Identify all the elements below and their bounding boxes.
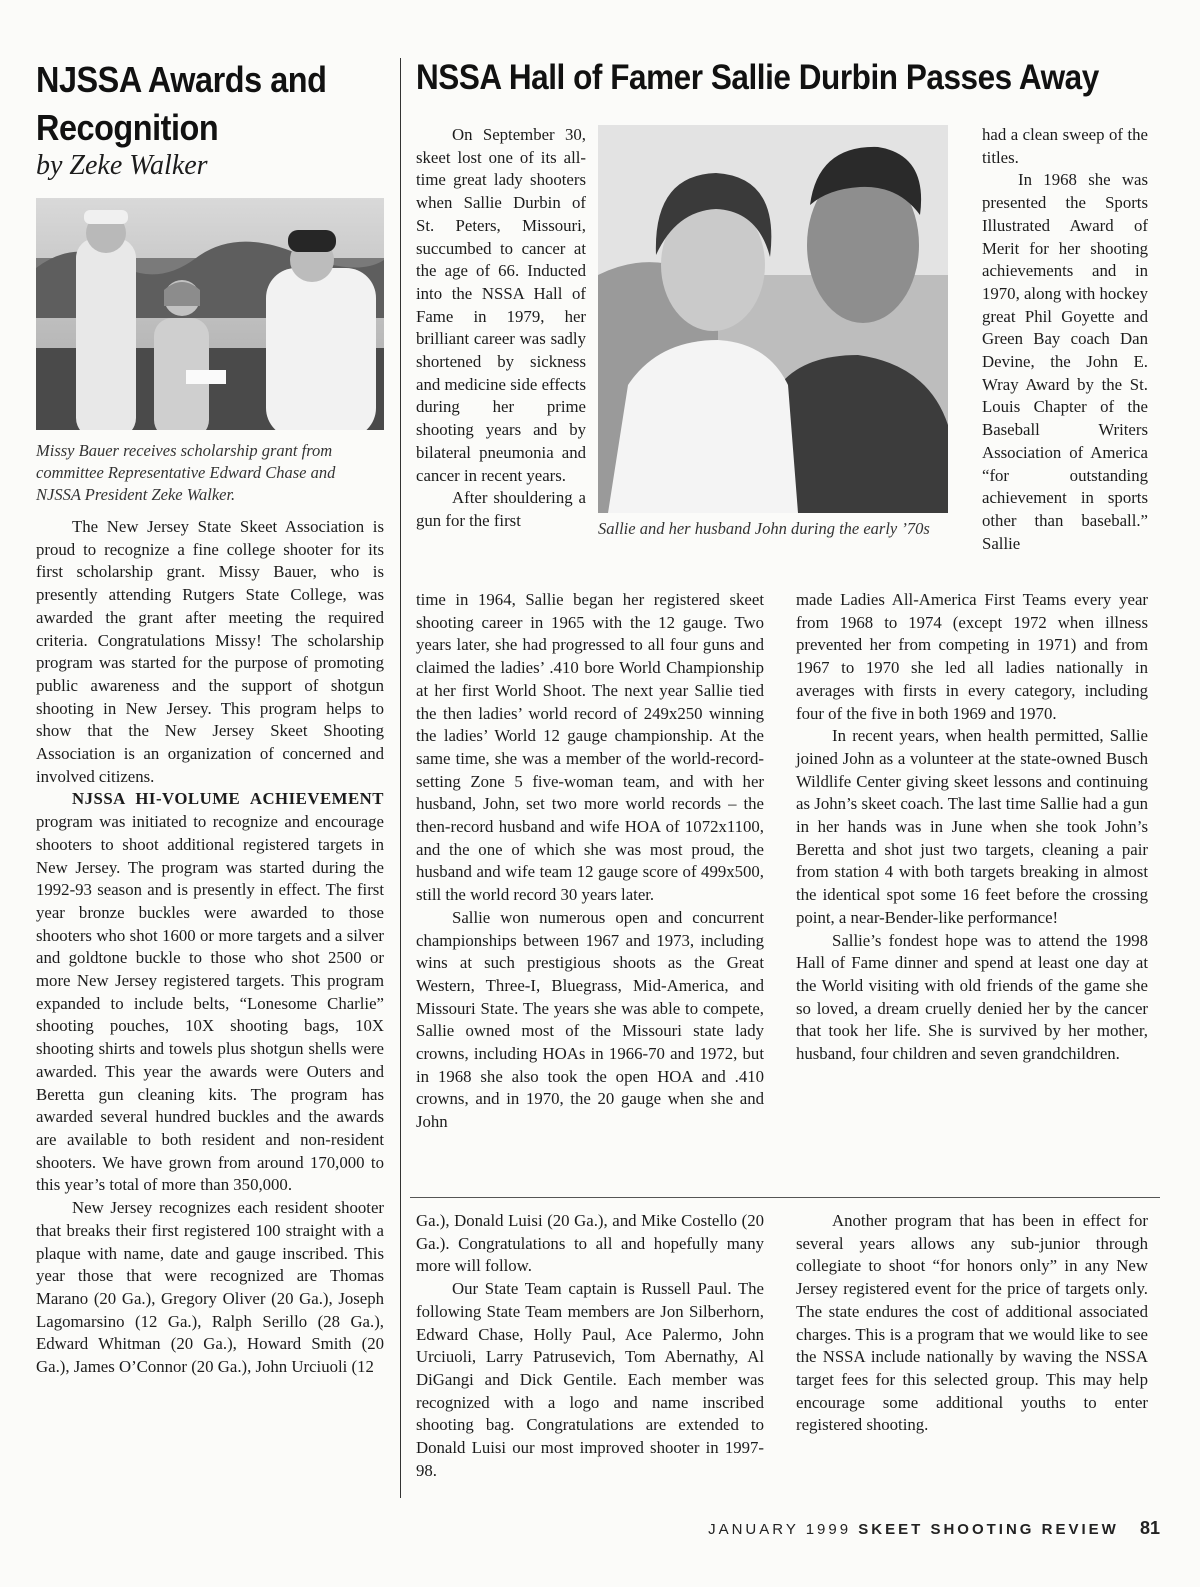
hi-volume-lead: NJSSA HI-VOLUME ACHIEVEMENT [72, 789, 384, 809]
right-article-title: NSSA Hall of Famer Sallie Durbin Passes Away [416, 58, 1099, 97]
durbin-photo-image [598, 125, 948, 513]
paragraph: made Ladies All-America First Teams every year from 1968 to 1974 (except 1972 when illness prevented her from competing in 1971) and from 1967 to 1970 she led all ladies nationally in averages with firsts in every category, including four of the five in both 1969 and 1970. [796, 590, 1148, 723]
paragraph-text: program was initiated to recognize and encourage shooters to shoot additional registered targets in New Jersey. The program was started during the 1992-93 season and is presently in effect. The first year bronze buckles were awarded to those shooters who shot 1600 or more targets and a silver and goldtone buckle to those who shot 2500 or more New Jersey registered targets. This program expanded to include belts, “Lonesome Charlie” shooting pouches, 10X shooting bags, 10X shooting shirts and towels plus shotgun shells were awarded. This year the awards were Outers and Beretta gun cleaning kits. The program has awarded several hundred buckles and the awards are available to both resident and non-resident shooters. We have grown from around 170,000 to this year’s total of more than 350,000. [36, 812, 384, 1195]
paragraph: After shouldering a gun for the first [416, 488, 586, 530]
durbin-body-narrow-right [982, 124, 1148, 555]
paragraph [36, 788, 384, 1197]
durbin-body-col2 [796, 589, 1148, 1066]
paragraph: had a clean sweep of the titles. [982, 125, 1148, 167]
paragraph: Our State Team captain is Russell Paul. The following State Team members are Jon Silberhorn, Edward Chase, Holly Paul, Ace Palermo, John Urciuoli, Larry Patrusevich, Tom Abernathy, Al DiGangi and Dick Gentile. Each member was recognized with a logo and name inscribed shooting bag. Congratulations are extended to Donald Luisi our most improved shooter in 1997-98. [416, 1279, 764, 1480]
left-article-continued-col1 [416, 1210, 764, 1482]
paragraph: On September 30, skeet lost one of its all-time great lady shooters when Sallie Durbin of St. Peters, Missouri, succumbed to cancer at the age of 66. Inducted into the NSSA Hall of Fame in 1979, her brilliant career was sadly shortened by sickness and medicine side effects during her prime shooting years and by bilateral pneumonia and cancer in recent years. [416, 125, 586, 485]
section-divider [410, 1197, 1160, 1198]
durbin-photo [598, 125, 948, 513]
paragraph: time in 1964, Sallie began her registered skeet shooting career in 1965 with the 12 gauge. Two years later, she had progressed to all four guns and claimed the ladies’ .410 bore World Championship at her first World Shoot. The next year Sallie tied the then ladies’ world record of 249x250 winning the ladies’ World 12 gauge championship. At the same time, she was a member of the world-record-setting Zone 5 five-woman team, and with her husband, John, set two more world records – the then-record husband and wife HOA of 1072x1100, and the one of which she was most proud, the husband and wife team 12 gauge score of 499x500, still the world record 30 years later. [416, 590, 764, 905]
paragraph: New Jersey recognizes each resident shooter that breaks their first registered 100 straight with a plaque with name, date and gauge inscribed. This year those that were recognized are Thomas Marano (20 Ga.), Gregory Oliver (20 Ga.), Joseph Lagomarsino (12 Ga.), Ralph Serillo (28 Ga.), Edward Whitman (20 Ga.), Howard Smith (20 Ga.), James O’Connor (20 Ga.), John Urciuoli (12 [36, 1198, 384, 1377]
page-number: 81 [1139, 1518, 1160, 1538]
paragraph: Sallie’s fondest hope was to attend the 1998 Hall of Fame dinner and spend at least one day at the World visiting with old friends of the game she so loved, a dream cruelly denied her by the cancer that took her life. She is survived by her mother, husband, four children and seven grandchildren. [796, 930, 1148, 1064]
paragraph: The New Jersey State Skeet Association is proud to recognize a fine college shooter for its first scholarship grant. Missy Bauer, who is presently attending Rutgers State College, was awarded the grant after meeting the required criteria. Congratulations Missy! The scholarship program was started for the purpose of promoting public awareness and the support of shotgun shooting in New Jersey. This program helps to show that the New Jersey Skeet Shooting Association is an organization of concerned and involved citizens. [36, 517, 384, 786]
footer-magazine: SKEET SHOOTING REVIEW [858, 1521, 1119, 1538]
byline: by Zeke Walker [36, 150, 208, 181]
left-article-continued-col2 [796, 1210, 1148, 1437]
paragraph: Ga.), Donald Luisi (20 Ga.), and Mike Costello (20 Ga.). Congratulations to all and hopefully many more will follow. [416, 1211, 764, 1276]
left-article-body [36, 516, 384, 1379]
scholarship-photo-image [36, 198, 384, 430]
paragraph: Another program that has been in effect for several years allows any sub-junior through collegiate to shoot “for honors only” in any New Jersey registered event for the price of targets only. The state endures the cost of additional associated charges. This is a program that we would like to see the NSSA include nationally by waving the NSSA target fees for this selected group. This may help encourage some additional youths to enter registered shooting. [796, 1211, 1148, 1435]
durbin-body-narrow-left [416, 124, 586, 533]
durbin-photo-caption: Sallie and her husband John during the early ’70s [598, 519, 930, 538]
column-divider [400, 58, 401, 1498]
footer-date: JANUARY 1999 [708, 1521, 852, 1538]
paragraph: Sallie won numerous open and concurrent championships between 1967 and 1973, including wins at such prestigious shoots as the Great Western, Three-I, Bluegrass, Mid-America, and Missouri State. The years she was able to compete, Sallie owned most of the Missouri state lady crowns, including HOAs in 1966-70 and 1972, but in 1968 she also took the open HOA and .410 crowns, and in 1970, the 20 gauge when she and John [416, 907, 764, 1132]
scholarship-photo [36, 198, 384, 430]
durbin-body-col1 [416, 589, 764, 1134]
scholarship-photo-caption: Missy Bauer receives scholarship grant from committee Representative Edward Chase and NJSSA President Zeke Walker. [36, 441, 336, 504]
page-footer [708, 1518, 1160, 1539]
paragraph: In recent years, when health permitted, Sallie joined John as a volunteer at the state-owned Busch Wildlife Center giving skeet lessons and continuing as John’s skeet coach. The last time Sallie had a gun in her hands was in June when she took John’s Beretta and shot just two targets, cleaning a pair from station 4 with both targets breaking in almost the identical spot some 16 feet before the crossing point, a near-Bender-like performance! [796, 726, 1148, 927]
paragraph: In 1968 she was presented the Sports Illustrated Award of Merit for her shooting achievements and in 1970, along with hockey great Phil Goyette and Green Bay coach Dan Devine, the John E. Wray Award by the St. Louis Chapter of the Baseball Writers Association of America “for outstanding achievement in sports other than baseball.” Sallie [982, 170, 1148, 553]
left-article-title: NJSSA Awards and Recognition [36, 59, 327, 148]
